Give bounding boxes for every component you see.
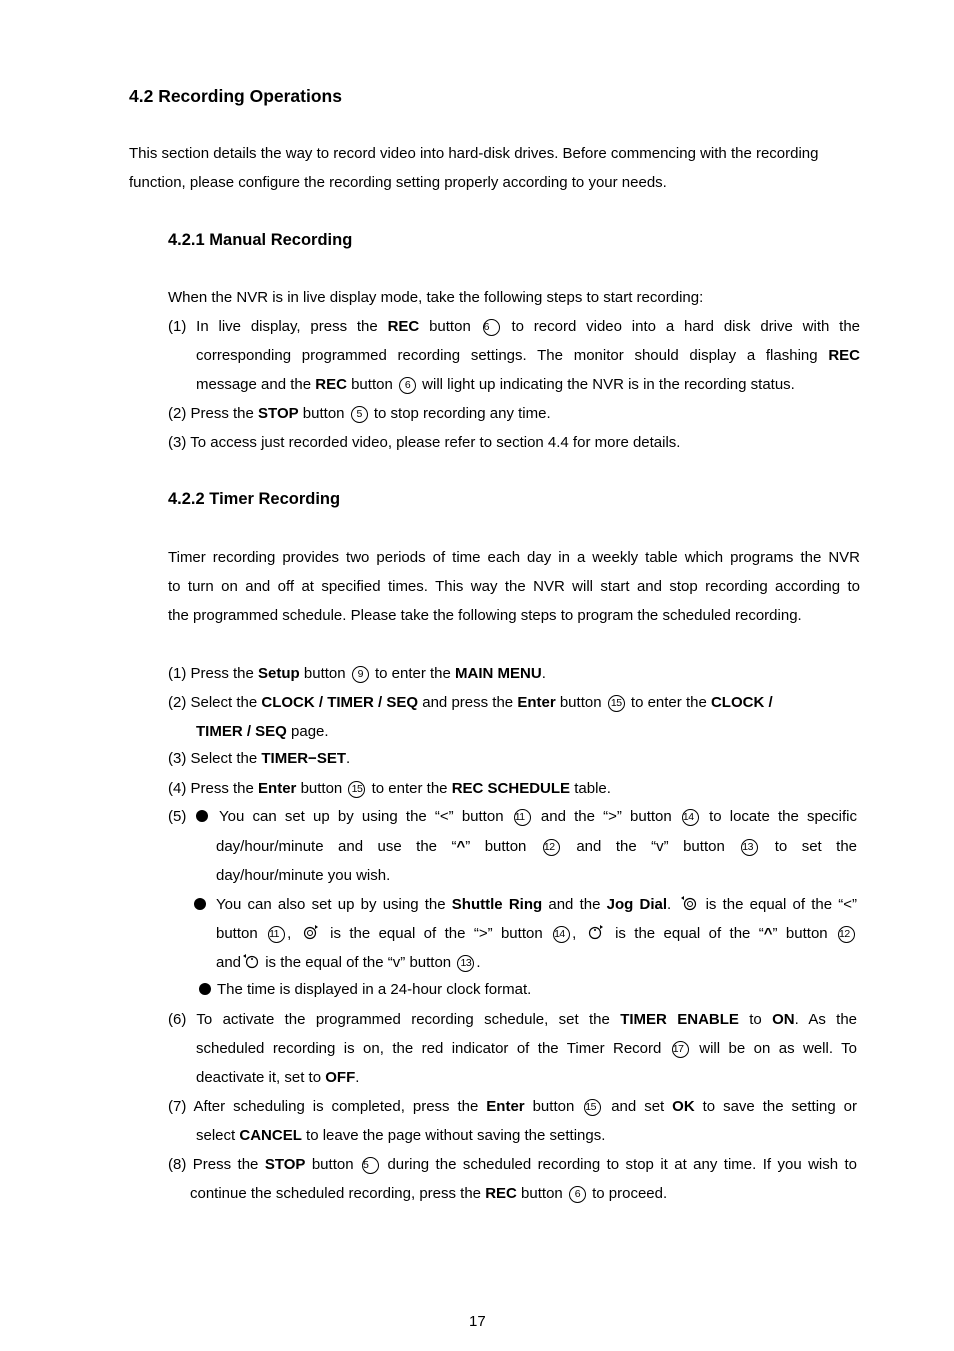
intro-line-2: function, please configure the recording setting properly according to your needs. — [129, 174, 667, 191]
manual-step-1-line-2: corresponding programmed recording settings. The monitor should display a flashing REC — [196, 347, 860, 364]
timer-step-8-line-1: (8) Press the STOP button 5 during the scheduled recording to stop it at any time. If you wish to — [168, 1156, 858, 1173]
bullet-dot — [194, 895, 212, 915]
marker-6: 6 — [483, 319, 500, 336]
marker-12: 12 — [838, 926, 855, 943]
timer-step-4: (4) Press the Enter button 15 to enter the REC SCHEDULE table. — [168, 780, 611, 797]
marker-6: 6 — [569, 1186, 586, 1203]
marker-13: 13 — [457, 955, 474, 972]
bullet-3: The time is displayed in a 24-hour clock format. — [199, 980, 531, 1000]
marker-11: 11 — [514, 809, 531, 826]
marker-15: 15 — [348, 781, 365, 798]
timer-step-7-line-2: select CANCEL to leave the page without saving the settings. — [196, 1127, 606, 1144]
bullet-dot — [196, 807, 214, 827]
marker-14: 14 — [553, 926, 570, 943]
marker-12: 12 — [543, 839, 560, 856]
timer-step-8-line-2: continue the scheduled recording, press the REC button 6 to proceed. — [190, 1185, 668, 1202]
timer-step-1: (1) Press the Setup button 9 to enter the MAIN MENU. — [168, 665, 546, 682]
marker-11: 11 — [268, 926, 285, 943]
manual-step-3: (3) To access just recorded video, please refer to section 4.4 for more details. — [168, 434, 681, 451]
bullet-2-line-3: and is the equal of the “v” button 13 . — [216, 954, 481, 971]
section-title: 4.2 Recording Operations — [129, 86, 342, 106]
marker-5: 5 — [362, 1157, 379, 1174]
marker-13: 13 — [741, 839, 758, 856]
timer-step-6-line-2: scheduled recording is on, the red indicator of the Timer Record 17 will be on as well. To — [196, 1040, 858, 1057]
timer-step-5-line-1: You can set up by using the “<” button 11 and the “>” button 14 to locate the specific — [219, 808, 857, 825]
timer-step-2-line-2: TIMER / SEQ page. — [196, 723, 329, 740]
timer-step-7-line-1: (7) After scheduling is completed, press the Enter button 15 and set OK to save the setting or — [168, 1098, 857, 1115]
timer-step-5-number: (5) — [168, 808, 187, 825]
jog-counterclockwise-icon — [241, 953, 259, 969]
manual-step-2: (2) Press the STOP button 5 to stop recording any time. — [168, 405, 551, 422]
timer-paragraph-line-1: Timer recording provides two periods of time each day in a weekly table which programs the NVR — [168, 549, 860, 566]
manual-step-1-line-1: (1) In live display, press the REC button 6 to record video into a hard disk drive with the — [168, 318, 861, 335]
marker-5: 5 — [351, 406, 368, 423]
timer-step-5-line-3: day/hour/minute you wish. — [216, 867, 391, 884]
bullet-icon — [194, 898, 206, 910]
timer-step-5-line-2: day/hour/minute and use the “^” button 12 and the “v” button 13 to set the — [216, 838, 858, 855]
bullet-2-line-1: You can also set up by using the Shuttle Ring and the Jog Dial. is the equal of the “<” — [216, 896, 858, 913]
marker-15: 15 — [608, 695, 625, 712]
intro-line-1: This section details the way to record video into hard-disk drives. Before commencing with the recording — [129, 145, 819, 162]
manual-step-1-line-3: message and the REC button 6 will light up indicating the NVR is in the recording status. — [196, 376, 795, 393]
dial-counterclockwise-icon — [679, 895, 697, 911]
timer-step-2-line-1: (2) Select the CLOCK / TIMER / SEQ and press the Enter button 15 to enter the CLOCK / — [168, 694, 773, 711]
marker-15: 15 — [584, 1099, 601, 1116]
bullet-icon — [196, 810, 208, 822]
bullet-2-line-2: button 11 , is the equal of the “>” button 14 , is the equal of the “^” button 12 — [216, 924, 857, 944]
marker-17: 17 — [672, 1041, 689, 1058]
timer-step-6-line-3: deactivate it, set to OFF. — [196, 1069, 360, 1086]
manual-recording-title: 4.2.1 Manual Recording — [168, 231, 353, 249]
timer-paragraph-line-3: the programmed schedule. Please take the following steps to program the scheduled recording. — [168, 607, 802, 624]
timer-step-6-line-1: (6) To activate the programmed recording schedule, set the TIMER ENABLE to ON. As the — [168, 1011, 858, 1028]
manual-lead: When the NVR is in live display mode, take the following steps to start recording: — [168, 289, 704, 306]
timer-step-3: (3) Select the TIMER−SET. — [168, 750, 351, 767]
page-number: 17 — [469, 1313, 486, 1330]
jog-clockwise-icon — [587, 924, 605, 940]
timer-recording-title: 4.2.2 Timer Recording — [168, 490, 341, 508]
marker-9: 9 — [352, 666, 369, 683]
marker-14: 14 — [682, 809, 699, 826]
dial-clockwise-icon — [302, 924, 320, 940]
timer-paragraph-line-2: to turn on and off at specified times. This way the NVR will start and stop recording according to — [168, 578, 860, 595]
bullet-icon — [199, 983, 211, 995]
marker-6: 6 — [399, 377, 416, 394]
